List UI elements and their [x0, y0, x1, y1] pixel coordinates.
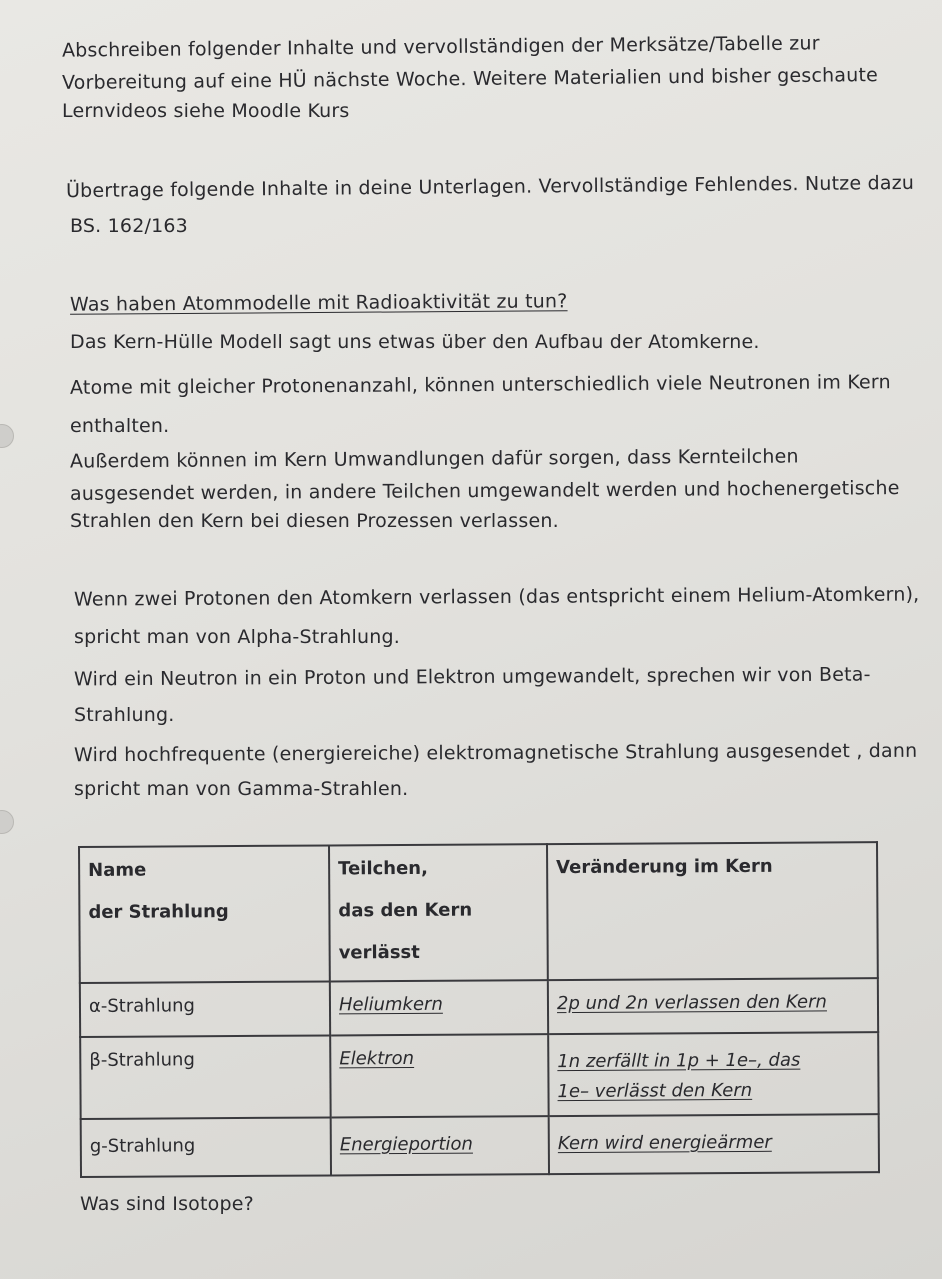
paragraph-5-line-1: Wird ein Neutron in ein Proton und Elektron umgewandelt, sprechen wir von Beta- [73, 663, 871, 691]
header-teilchen-line-2: das den Kern verlässt [338, 899, 473, 964]
cell-veraenderung-text: 2p und 2n verlassen den Kern [556, 991, 827, 1015]
cell-teilchen [330, 1034, 548, 1117]
paragraph-4-line-1: Wenn zwei Protonen den Atomkern verlassen (das entspricht einem Helium-Atomkern), [73, 583, 920, 611]
cell-teilchen [331, 1116, 549, 1175]
intro-line-3: Lernvideos siehe Moodle Kurs [62, 100, 350, 122]
header-name-line-1: Name [88, 859, 147, 881]
cell-veraenderung [549, 1114, 879, 1174]
header-veraenderung-label: Veränderung im Kern [556, 855, 773, 879]
cell-teilchen-text: Elektron [339, 1047, 415, 1070]
cell-teilchen-text: Energieportion [339, 1133, 473, 1156]
intro-line-1: Abschreiben folgender Inhalte und vervollständigen der Merksätze/Tabelle zur [61, 32, 820, 62]
header-teilchen-line-1: Teilchen, [338, 857, 428, 880]
cell-veraenderung-text-line-2: 1e– verlässt den Kern [557, 1079, 753, 1103]
cell-veraenderung [548, 978, 878, 1034]
cell-teilchen [330, 980, 548, 1035]
paragraph-1: Das Kern-Hülle Modell sagt uns etwas über den Aufbau der Atomkerne. [70, 331, 760, 353]
paragraph-3-line-1: Außerdem können im Kern Umwandlungen dafür sorgen, dass Kernteilchen [69, 445, 799, 473]
footer-question: Was sind Isotope? [80, 1193, 254, 1215]
paragraph-6-line-1: Wird hochfrequente (energiereiche) elektromagnetische Strahlung ausgesendet , dann [73, 739, 918, 767]
cell-veraenderung-text: Kern wird energieärmer [557, 1131, 772, 1155]
paragraph-4-line-2: spricht man von Alpha-Strahlung. [74, 626, 400, 648]
paragraph-2-line-2: enthalten. [70, 415, 170, 437]
header-name [79, 845, 330, 983]
header-name-line-2: der Strahlung [88, 901, 229, 923]
header-veraenderung [547, 842, 878, 980]
cell-name: β-Strahlung [80, 1035, 330, 1119]
radiation-table [78, 841, 880, 1178]
paragraph-3-line-2: ausgesendet werden, in andere Teilchen umgewandelt werden und hochenergetische [69, 477, 900, 505]
cell-teilchen-text: Heliumkern [338, 993, 443, 1016]
cell-name: g-Strahlung [81, 1117, 331, 1177]
cell-veraenderung [548, 1032, 878, 1116]
cell-veraenderung-text-line-1: 1n zerfällt in 1p + 1e–, das [557, 1049, 801, 1073]
table-header-row [79, 842, 878, 983]
punch-hole-top [0, 424, 14, 448]
table-row [80, 1032, 878, 1119]
punch-hole-bottom [0, 810, 14, 834]
paragraph-2-line-1: Atome mit gleicher Protonenanzahl, können unterschiedlich viele Neutronen im Kern [69, 371, 891, 399]
table-row [81, 1114, 879, 1177]
paragraph-5-line-2: Strahlung. [74, 704, 175, 726]
paragraph-3-line-3: Strahlen den Kern bei diesen Prozessen verlassen. [70, 510, 559, 532]
intro-line-2: Vorbereitung auf eine HÜ nächste Woche. Weitere Materialien und bisher geschaute [61, 64, 879, 94]
header-teilchen [329, 844, 548, 981]
section-heading: Was haben Atommodelle mit Radioaktivität zu tun? [69, 290, 568, 316]
task-line-1: Übertrage folgende Inhalte in deine Unterlagen. Vervollständige Fehlendes. Nutze dazu [65, 171, 915, 203]
cell-name: α-Strahlung [80, 981, 330, 1037]
paragraph-6-line-2: spricht man von Gamma-Strahlen. [74, 778, 409, 800]
task-line-2: BS. 162/163 [70, 215, 188, 237]
table-row [80, 978, 878, 1037]
